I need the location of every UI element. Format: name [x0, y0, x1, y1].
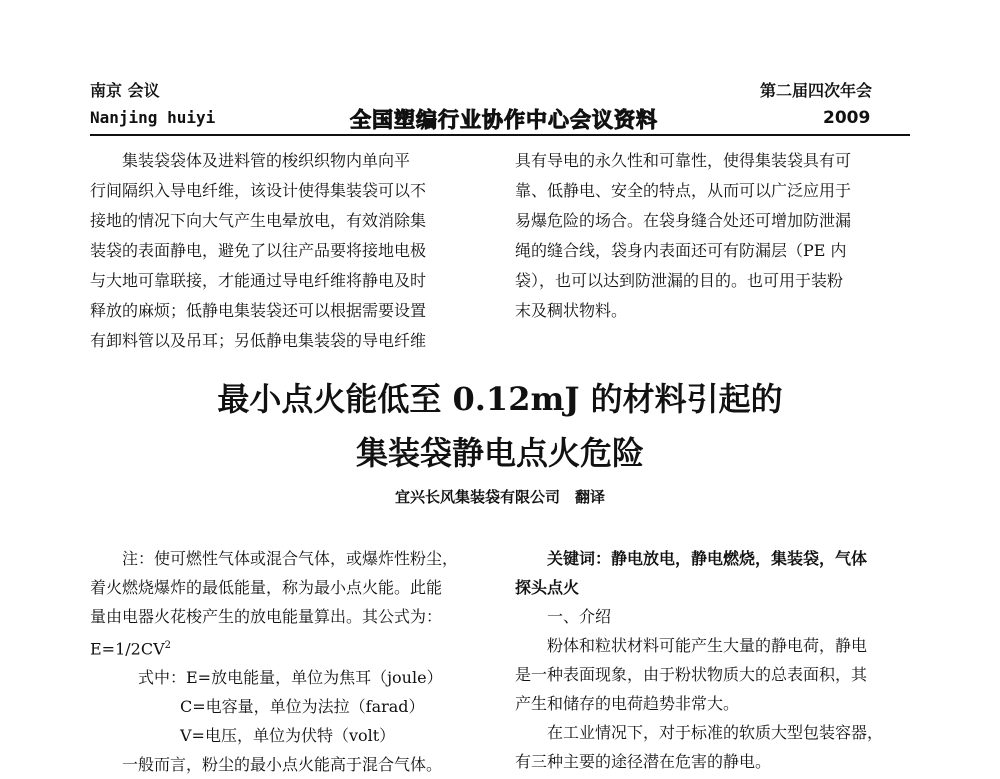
- formula-def-capacitance: C=电容量，单位为法拉（farad）: [180, 697, 425, 717]
- article-title-line-2: 集装袋静电点火危险: [355, 434, 644, 472]
- note-line: 量由电器火花梭产生的放电能量算出。其公式为：: [90, 607, 443, 626]
- paragraph-line: 末及稠状物料。: [515, 301, 628, 320]
- paragraph-line: 粉体和粒状材料可能产生大量的静电荷，静电: [547, 636, 868, 655]
- formula-exponent: 2: [164, 640, 172, 651]
- paragraph-line: 具有导电的永久性和可靠性，使得集装袋具有可: [515, 151, 852, 170]
- paragraph-line: 释放的麻烦；低静电集装袋还可以根据需要设置: [90, 301, 427, 320]
- paragraph-line: 是一种表面现象，由于粉状物质大的总表面积，其: [515, 665, 868, 684]
- header-center-title: 全国塑编行业协作中心会议资料: [350, 108, 658, 132]
- keywords-line: 关键词：静电放电，静电燃烧，集装袋，气体: [547, 549, 868, 568]
- note-line: 一般而言，粉尘的最小点火能高于混合气体。: [122, 755, 443, 775]
- top-right-column: [515, 146, 851, 326]
- formula-def-voltage: V=电压，单位为伏特（volt）: [180, 726, 396, 746]
- section-heading: 一、介绍: [547, 607, 612, 626]
- formula-def-energy: 式中：E=放电能量，单位为焦耳（joule）: [138, 668, 443, 688]
- bottom-left-column: [90, 544, 458, 779]
- bottom-right-column: [515, 544, 883, 776]
- header-right-meeting: 第二届四次年会: [760, 81, 873, 100]
- paragraph-line: 与大地可靠联接，才能通过导电纤维将静电及时: [90, 271, 427, 290]
- formula-text: E=1/2CV: [90, 639, 165, 659]
- article-byline: 宜兴长风集装袋有限公司 翻译: [394, 488, 605, 506]
- header-left-english: Nanjing huiyi: [90, 108, 216, 127]
- header-year: 2009: [823, 108, 871, 128]
- paragraph-line: 产生和储存的电荷趋势非常大。: [515, 694, 740, 713]
- note-line: 着火燃烧爆炸的最低能量，称为最小点火能。此能: [90, 578, 443, 597]
- paragraph-line: 有卸料管以及吊耳；另低静电集装袋的导电纤维: [90, 331, 427, 350]
- paragraph-line: 有三种主要的途径潜在危害的静电。: [515, 752, 772, 771]
- article-title-line-1: 最小点火能低至 0.12mJ 的材料引起的: [217, 380, 783, 418]
- paragraph-line: 行间隔织入导电纤维，该设计使得集装袋可以不: [90, 181, 427, 200]
- top-left-column: [90, 146, 426, 356]
- paragraph-line: 接地的情况下向大气产生电晕放电，有效消除集: [90, 211, 427, 230]
- formula: [90, 631, 458, 663]
- paragraph-line: 集装袋袋体及进料管的梭织织物内单向平: [122, 151, 411, 170]
- header-left-chinese: 南京 会议: [90, 81, 160, 100]
- paragraph-line: 装袋的表面静电，避免了以往产品要将接地电极: [90, 241, 427, 260]
- paragraph-line: 易爆危险的场合。在袋身缝合处还可增加防泄漏: [515, 211, 852, 230]
- paragraph-line: 靠、低静电、安全的特点，从而可以广泛应用于: [515, 181, 852, 200]
- keywords-line: 探头点火: [515, 578, 580, 597]
- paragraph-line: 绳的缝合线，袋身内表面还可有防漏层（PE 内: [515, 241, 847, 260]
- paragraph-line: 在工业情况下，对于标准的软质大型包装容器，: [547, 723, 884, 742]
- header-rule: [90, 134, 910, 136]
- paragraph-line: 袋），也可以达到防泄漏的目的。也可用于装粉: [515, 271, 844, 290]
- note-line: 注：使可燃性气体或混合气体，或爆炸性粉尘，: [122, 549, 459, 568]
